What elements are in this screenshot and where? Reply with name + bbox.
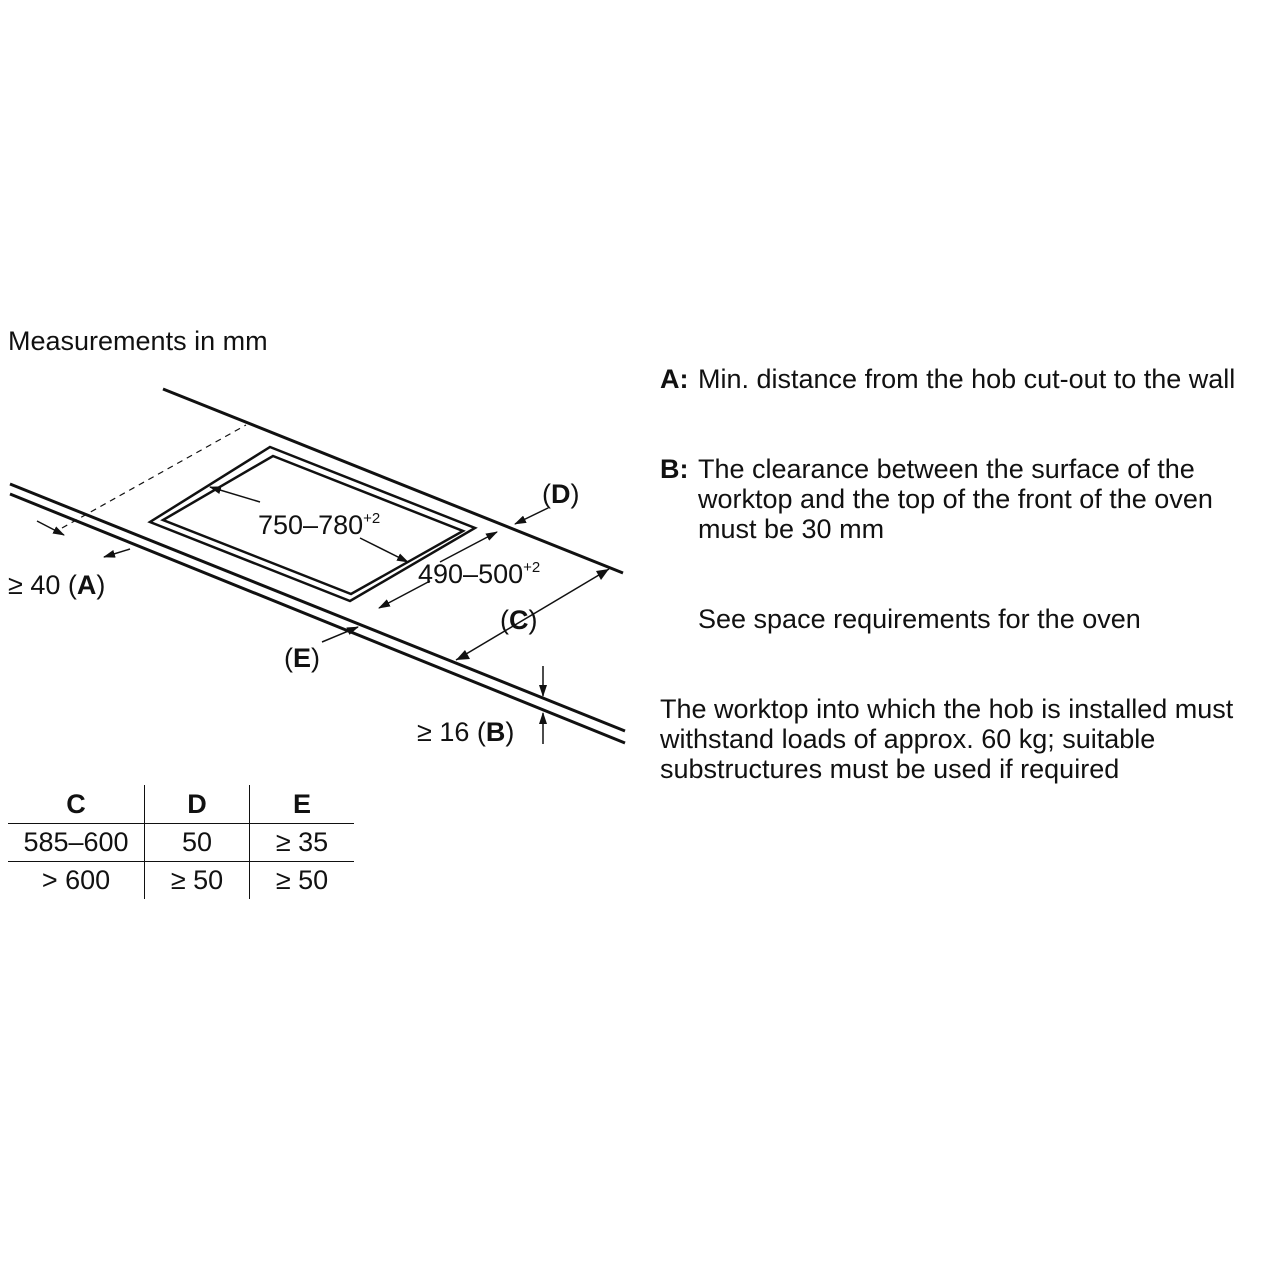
note-a-text: Min. distance from the hob cut-out to the wall [698,364,1236,394]
table-cell: > 600 [41,865,111,895]
table-cell: ≥ 50 [250,862,355,900]
depth-dimension-arrow-top [440,532,497,562]
caption: Measurements in mm [8,326,268,356]
wall-dashed-line [62,425,246,528]
c-arrowhead-bottom [456,650,470,660]
d-arrow [515,508,548,524]
table-header-c: C [8,785,145,824]
d-label: (D) [542,479,580,509]
table-cell: ≥ 35 [250,824,355,862]
table-row [8,824,354,862]
note-oven: See space requirements for the oven [698,604,1141,634]
a-label: ≥ 40 (A) [8,570,106,600]
note-a-key: A: [660,364,689,394]
table-row [8,862,354,900]
c-arrowhead-top [596,569,609,580]
e-arrow [322,627,358,642]
table-header-e: E [250,785,355,824]
table-cell: ≥ 50 [145,862,250,900]
table-header-row [8,785,354,824]
table-header-d: D [145,785,250,824]
width-dimension-arrow-right [360,538,408,562]
table-cell: 50 [145,824,250,862]
table-cell: 585–600 [8,824,145,862]
a-arrow-right [104,549,130,557]
note-b-text: The clearance between the surface of the worktop and the top of the front of the oven must be 30 mm [698,454,1213,544]
depth-dimension-label: $490-500^{+2}$ [418,559,541,589]
b-label: ≥ 16 (B) [417,717,515,747]
clearance-table [8,785,354,899]
e-label: (E) [284,643,321,673]
c-label: (C) [500,605,538,635]
width-dimension-arrow-left [210,487,260,502]
a-arrow-left [37,521,64,535]
note-worktop: The worktop into which the hob is installed must withstand loads of approx. 60 kg; suitable substructures must be used if required [660,694,1234,784]
note-b [660,454,1260,544]
note-a [660,364,1260,424]
note-b-key: B: [660,454,689,484]
width-dimension-label: $750-780^{+2}$ [258,510,381,540]
